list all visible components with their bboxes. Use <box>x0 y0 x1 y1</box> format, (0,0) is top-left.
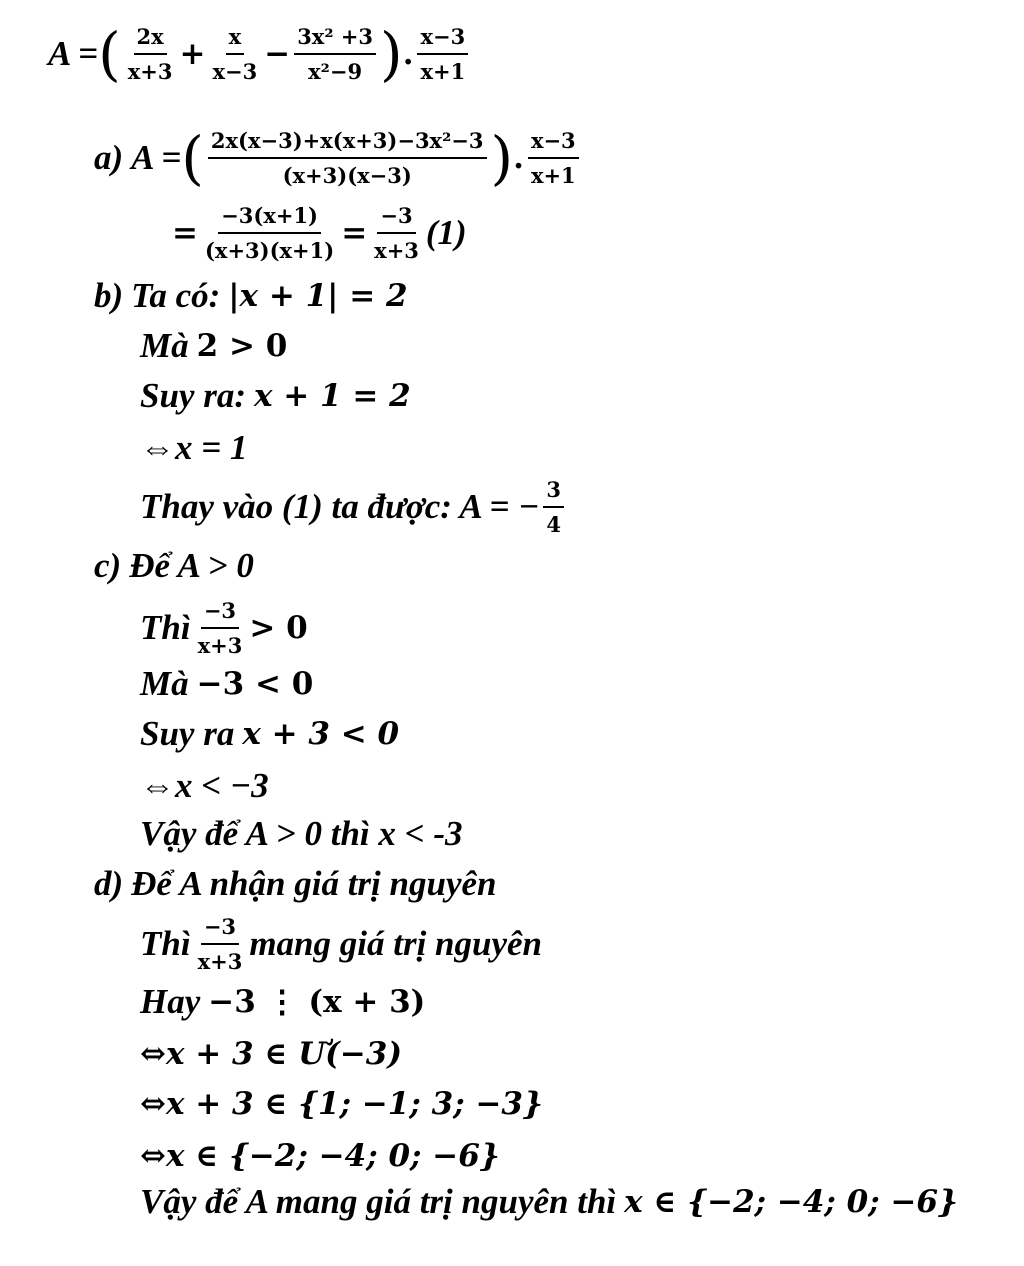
text: Thay vào (1) ta được: A = − <box>140 487 540 526</box>
text: Ta có: <box>131 276 221 315</box>
part-d-line-4 <box>140 1032 402 1076</box>
text: Vậy để A mang giá trị nguyên thì <box>140 1182 617 1221</box>
fraction <box>371 204 422 263</box>
part-c-line-3 <box>140 662 313 706</box>
text: mang giá trị nguyên <box>249 924 543 963</box>
equation-tag: (1) <box>425 213 467 252</box>
math: −3 < 0 <box>196 666 314 702</box>
part-d-line-5 <box>140 1082 543 1126</box>
fraction <box>209 25 260 84</box>
expression-A <box>48 14 472 94</box>
denominator: x−3 <box>212 58 258 84</box>
part-d-line-2 <box>140 910 542 978</box>
part-d-line-6 <box>140 1134 500 1178</box>
denominator: x+3 <box>197 632 243 658</box>
part-b-line-4 <box>140 426 247 470</box>
numerator: x−3 <box>417 25 468 55</box>
denominator: (x+3)(x+1) <box>204 237 335 263</box>
math: ⇔x + 3 ∈ {1; −1; 3; −3} <box>140 1086 543 1122</box>
part-c-line-6 <box>140 812 463 856</box>
part-b-line-5 <box>140 474 568 540</box>
part-a-line-2 <box>172 196 467 270</box>
part-c-label: c) <box>94 546 122 585</box>
numerator: 2x <box>134 25 167 55</box>
denominator: x+1 <box>530 162 576 188</box>
expr-lhs: A = <box>48 34 99 73</box>
part-d-line-7 <box>140 1180 958 1224</box>
text: Suy ra: <box>140 376 246 415</box>
text: Mà <box>140 326 189 365</box>
math: ⇔x ∈ {−2; −4; 0; −6} <box>140 1138 500 1174</box>
text: Vậy để A > 0 thì x < -3 <box>140 814 463 853</box>
operator: − <box>264 36 291 72</box>
fraction <box>543 478 564 537</box>
denominator: x+3 <box>374 237 419 263</box>
numerator: 3 <box>543 478 564 508</box>
fraction <box>208 129 487 188</box>
paren-close: ) <box>490 124 514 192</box>
fraction <box>417 25 468 84</box>
part-c-line-2 <box>140 594 308 662</box>
math: −3 ⋮ (x + 3) <box>208 984 426 1020</box>
text: Để A > 0 <box>129 546 254 585</box>
part-d-label: d) <box>94 864 124 903</box>
math: > 0 <box>249 610 308 646</box>
math: |x + 1| = 2 <box>228 278 408 314</box>
part-b-label: b) <box>94 276 124 315</box>
text: Để A nhận giá trị nguyên <box>131 864 497 903</box>
math: 2 > 0 <box>196 328 288 364</box>
numerator: 2x(x−3)+x(x+3)−3x²−3 <box>208 129 487 159</box>
numerator: x <box>226 25 245 55</box>
denominator: x+3 <box>197 948 243 974</box>
paren-open: ( <box>98 20 121 88</box>
operator: . <box>513 140 524 176</box>
text: Hay <box>140 982 201 1021</box>
operator: + <box>179 36 206 72</box>
denominator: x+3 <box>127 58 173 84</box>
denominator: x²−9 <box>308 58 363 84</box>
part-a-line-1 <box>94 118 583 198</box>
expr-lhs: A = <box>131 138 182 177</box>
fraction <box>294 25 376 84</box>
math: x + 3 < 0 <box>242 716 400 752</box>
text: ⇔x = 1 <box>140 428 248 467</box>
math: x + 1 = 2 <box>254 378 411 414</box>
paren-close: ) <box>380 20 403 88</box>
part-d-line-1 <box>94 862 497 906</box>
fraction <box>195 915 246 974</box>
part-a-label: a) <box>94 138 124 177</box>
part-b-line-3 <box>140 374 411 418</box>
fraction <box>202 204 337 263</box>
text: Mà <box>140 664 189 703</box>
part-b-line-1 <box>94 274 408 318</box>
part-c-line-5 <box>140 764 269 808</box>
denominator: (x+3)(x−3) <box>282 162 412 188</box>
text: ⇔x < −3 <box>140 766 269 805</box>
operator: = <box>341 215 368 251</box>
fraction <box>528 129 579 188</box>
numerator: 3x² +3 <box>294 25 376 55</box>
math: x ∈ {−2; −4; 0; −6} <box>624 1184 958 1220</box>
numerator: −3 <box>201 599 239 629</box>
operator: . <box>402 36 414 72</box>
denominator: 4 <box>546 511 562 537</box>
numerator: −3 <box>377 204 415 234</box>
fraction <box>125 25 176 84</box>
numerator: x−3 <box>528 129 579 159</box>
text: Thì <box>140 924 191 963</box>
text: Suy ra <box>140 714 235 753</box>
denominator: x+1 <box>420 58 466 84</box>
paren-open: ( <box>181 124 204 192</box>
math: ⇔x + 3 ∈ Ư(−3) <box>140 1036 403 1072</box>
text: Thì <box>140 608 191 647</box>
part-d-line-3 <box>140 980 425 1024</box>
operator: = <box>172 215 198 251</box>
part-c-line-1 <box>94 544 254 588</box>
numerator: −3 <box>201 915 239 945</box>
numerator: −3(x+1) <box>218 204 321 234</box>
part-b-line-2 <box>140 324 287 368</box>
part-c-line-4 <box>140 712 399 756</box>
fraction <box>195 599 246 658</box>
